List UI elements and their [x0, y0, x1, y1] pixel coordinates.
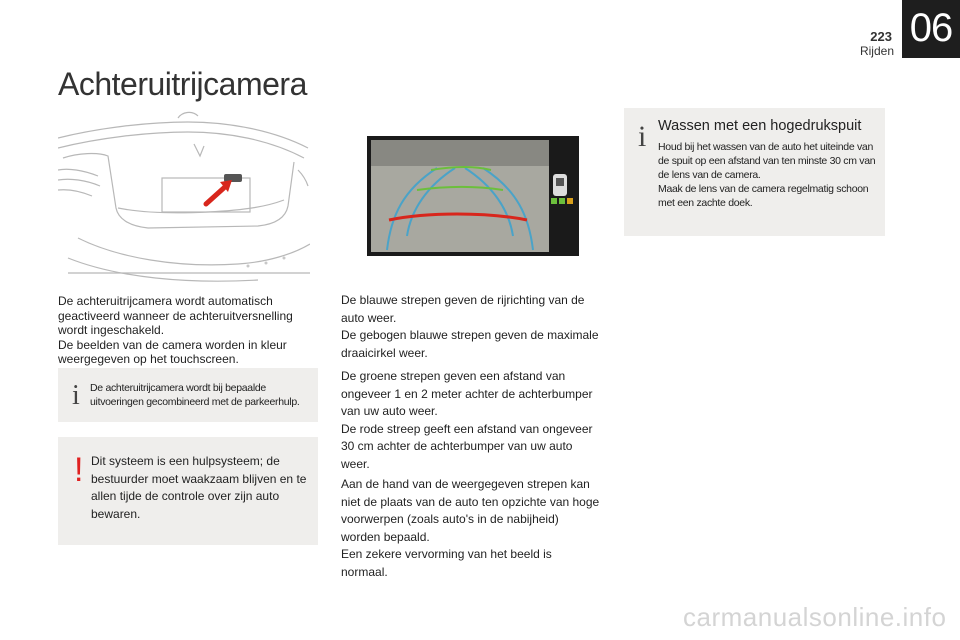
tip-paragraph: Houd bij het wassen van de auto het uiteinde van de spuit op een afstand van ten minste 30 cm van de lens van de camera. [658, 141, 876, 181]
info-note-text: De achteruitrijcamera wordt bij bepaalde uitvoeringen gecombineerd met de parkeerhulp. [90, 382, 300, 408]
tip-paragraph: Maak de lens van de camera regelmatig schoon met een zachte doek. [658, 183, 869, 209]
warning-icon: ! [74, 451, 84, 489]
guide-lines-distance-text [341, 368, 601, 473]
tip-title: Wassen met een hogedrukspuit [658, 118, 862, 134]
guide-lines-limits-text [341, 476, 601, 581]
car-rear-illustration [58, 108, 310, 290]
page-title: Achteruitrijcamera [58, 66, 307, 102]
intro-text [58, 294, 313, 367]
tip-text [658, 140, 880, 210]
paragraph: De groene strepen geven een afstand van ongeveer 1 en 2 meter achter de achterbumper van uw auto weer. [341, 369, 593, 418]
guide-lines-blue-text [341, 292, 601, 362]
paragraph: Aan de hand van de weergegeven strepen kan niet de plaats van de auto ten opzichte van hoge voorwerpen (zoals auto's in de nabijheid) worden bepaald. [341, 477, 600, 544]
paragraph: De blauwe strepen geven de rijrichting van de auto weer. [341, 293, 585, 325]
chapter-badge: 06 [902, 0, 960, 58]
info-note-box [58, 368, 318, 422]
intro-paragraph: De achteruitrijcamera wordt automatisch geactiveerd wanneer de achteruitversnelling wordt ingeschakeld. [58, 294, 293, 337]
info-icon: i [72, 380, 80, 411]
paragraph: De rode streep geeft een afstand van ongeveer 30 cm achter de achterbumper van uw auto weer. [341, 421, 593, 471]
info-icon: i [638, 120, 647, 153]
warning-note-box [58, 437, 318, 545]
intro-paragraph: De beelden van de camera worden in kleur weergegeven op het touchscreen. [58, 337, 287, 366]
camera-screen-illustration [367, 136, 579, 256]
paragraph: De gebogen blauwe strepen geven de maximale draaicirkel weer. [341, 328, 599, 360]
warning-note-text: Dit systeem is een hulpsysteem; de bestuurder moet waakzaam blijven en te allen tijde de controle over zijn auto bewaren. [91, 454, 307, 521]
page-number: 223 [870, 29, 892, 44]
chapter-label: Rijden [859, 44, 894, 58]
paragraph: Een zekere vervorming van het beeld is normaal. [341, 547, 552, 579]
washing-tip-box [624, 108, 885, 236]
watermark: carmanualsonline.info [683, 602, 947, 632]
